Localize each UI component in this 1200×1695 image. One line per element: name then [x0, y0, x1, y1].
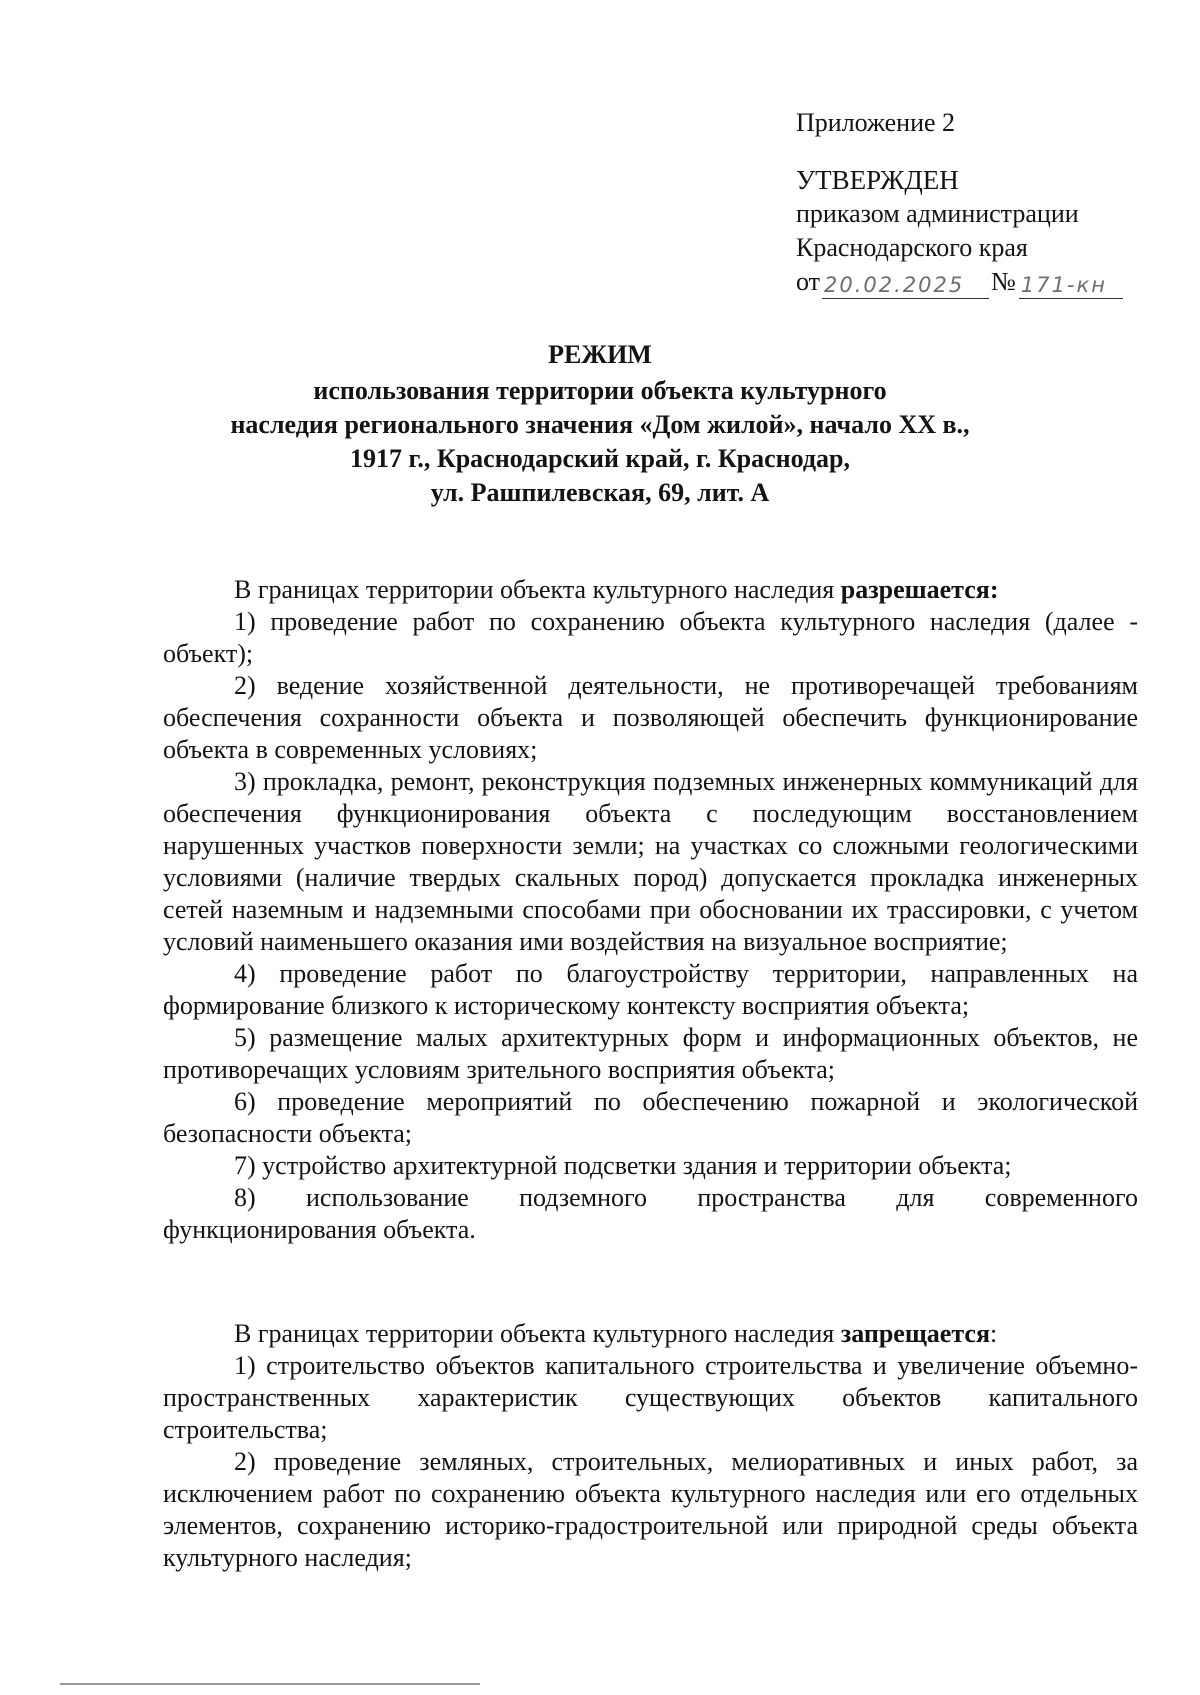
- allowed-keyword: разрешается:: [840, 575, 999, 604]
- prohibited-intro: [163, 1318, 1138, 1350]
- from-label: от: [796, 267, 821, 296]
- handwritten-order-number: 171-кн: [1019, 272, 1123, 299]
- number-label: №: [991, 267, 1016, 296]
- approval-block: [796, 106, 1176, 299]
- title-line-4: 1917 г., Краснодарский край, г. Краснодар,: [349, 444, 851, 473]
- allowed-item-5: 5) размещение малых архитектурных форм и информационных объектов, не противоречащих условиям зрительного восприятия объекта;: [163, 1023, 1138, 1084]
- handwritten-date: 20.02.2025: [822, 272, 989, 299]
- allowed-intro: [163, 574, 1138, 606]
- page-bottom-rule: [60, 1683, 480, 1685]
- title-line-3: наследия регионального значения «Дом жилой», начало XX в.,: [230, 410, 970, 439]
- allowed-item-1: 1) проведение работ по сохранению объекта культурного наследия (далее - объект);: [163, 607, 1138, 668]
- prohibited-section: [163, 1318, 1138, 1574]
- prohibited-intro-colon: :: [990, 1319, 998, 1348]
- allowed-item-8: 8) использование подземного пространства для современного функционирования объекта.: [163, 1183, 1138, 1244]
- prohibited-keyword: запрещается: [840, 1319, 991, 1348]
- allowed-item-6: 6) проведение мероприятий по обеспечению пожарной и экологической безопасности объекта;: [163, 1087, 1138, 1148]
- approved-by-order: приказом администрации: [796, 199, 1079, 228]
- allowed-intro-text: В границах территории объекта культурного наследия: [234, 575, 841, 604]
- approved-stamp-text: УТВЕРЖДЕН: [796, 165, 959, 195]
- document-title: [100, 338, 1100, 510]
- allowed-item-4: 4) проведение работ по благоустройству территории, направленных на формирование близкого к историческому контексту восприятия объекта;: [163, 959, 1138, 1020]
- prohibited-intro-text: В границах территории объекта культурного наследия: [234, 1319, 841, 1348]
- allowed-item-3: 3) прокладка, ремонт, реконструкция подземных инженерных коммуникаций для обеспечения функционирования объекта с последующим восстановлением нарушенных участков поверхности земли; на участках со сложными геологическими условиями (наличие твердых скальных пород) допускается прокладка инженерных сетей наземным и надземными способами при обосновании их трассировки, с учетом условий наименьшего оказания ими воздействия на визуальное восприятие;: [163, 767, 1138, 956]
- title-line-2: использования территории объекта культурного: [313, 376, 887, 405]
- annex-label: Приложение 2: [796, 108, 956, 137]
- order-date-number-line: [796, 265, 1176, 299]
- title-line-5: ул. Рашпилевская, 69, лит. А: [430, 478, 770, 507]
- allowed-item-7: 7) устройство архитектурной подсветки здания и территории объекта;: [234, 1151, 1012, 1180]
- title-line-1: РЕЖИМ: [548, 340, 652, 369]
- prohibited-item-1: 1) строительство объектов капитального строительства и увеличение объемно-пространственных характеристик существующих объектов капитального строительства;: [163, 1351, 1138, 1444]
- prohibited-item-2: 2) проведение земляных, строительных, мелиоративных и иных работ, за исключением работ по сохранению объекта культурного наследия или его отдельных элементов, сохранению историко-градостроительной или природной среды объекта культурного наследия;: [163, 1447, 1138, 1572]
- approved-region: Краснодарского края: [796, 233, 1028, 262]
- allowed-item-2: 2) ведение хозяйственной деятельности, не противоречащей требованиям обеспечения сохранности объекта и позволяющей обеспечить функционирование объекта в современных условиях;: [163, 671, 1138, 764]
- allowed-section: [163, 574, 1138, 1246]
